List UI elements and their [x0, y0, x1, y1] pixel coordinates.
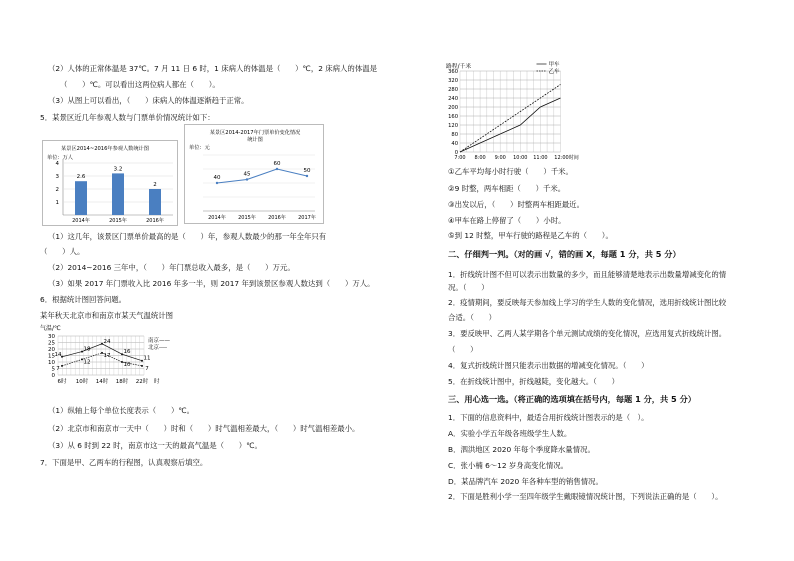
temp-chart-x-tick: 14时 — [95, 379, 109, 385]
judge-3b: （ ） — [448, 345, 478, 354]
temp-chart-point-label: 7 — [56, 365, 60, 372]
temp-chart-point-label: 24 — [103, 338, 111, 345]
temp-chart-point-label: 16 — [123, 349, 131, 356]
q5-s3: （3）如果 2017 年门票收入比 2016 年多一半，则 2017 年到该景区参观人数达到（ ）万人。 — [48, 279, 375, 288]
temp-chart-y-tick: 10 — [48, 360, 55, 366]
distance-chart-y-tick: 160 — [448, 114, 458, 120]
distance-chart-x-tick: 12:00时间 — [554, 155, 579, 161]
price-chart-value-label: 45 — [243, 171, 251, 178]
q2-line2: （ ）℃。可以看出这两位病人都在（ ）。 — [60, 80, 220, 89]
distance-chart-y-tick: 280 — [448, 87, 458, 93]
choice-1d: D．某品牌汽车 2020 年各种车型的销售情况。 — [448, 477, 603, 486]
bar-chart-x-tick: 2014年 — [72, 218, 90, 224]
price-line-chart — [185, 125, 323, 223]
section-2-heading: 二、仔细判一判。（对的画 √，错的画 X，每题 1 分，共 5 分） — [448, 249, 681, 259]
temp-chart-point — [141, 365, 143, 367]
distance-chart-legend-label: 甲车 — [548, 62, 560, 68]
q5-intro: 5．某景区近几年参观人数与门票单价情况统计如下： — [40, 113, 215, 122]
price-chart-value-label: 50 — [303, 168, 311, 174]
judge-5: 5．在折线统计图中，折线越陡，变化越大。（ ） — [448, 377, 619, 386]
temp-chart-x-tick: 22时 — [135, 379, 149, 385]
choice-1a: A．实验小学五年级各班级学生人数。 — [448, 429, 572, 438]
visitors-bar-chart — [43, 141, 177, 225]
section-3-heading: 三、用心选一选。（将正确的选项填在括号内，每题 1 分，共 5 分） — [448, 394, 696, 404]
r5-text: ⑤到 12 时整，甲车行驶的路程是乙车的（ ）。 — [448, 231, 613, 240]
choice-2: 2．下面是胜利小学一至四年级学生戴眼镜情况统计图，下列说法正确的是（ ）。 — [448, 492, 723, 501]
distance-chart-y-tick: 360 — [448, 69, 458, 75]
q2-line1: （2）人体的正常体温是 37℃。7 月 11 日 6 时，1 床病人的体温是（ ）℃，2 床病人的体温是 — [48, 64, 377, 73]
distance-chart-x-tick: 8:00 — [474, 155, 486, 161]
distance-chart-y-tick: 0 — [454, 150, 458, 156]
distance-line-chart — [440, 60, 580, 164]
temp-chart-x-tick: 6时 — [57, 379, 67, 385]
judge-4: 4．复式折线统计图只能表示出数据的增减变化情况。（ ） — [448, 361, 649, 370]
choice-1c: C．张小楠 6～12 岁身高变化情况。 — [448, 461, 569, 470]
distance-chart-y-tick: 320 — [448, 78, 458, 84]
q6-s2: （2）北京市和南京市一天中（ ）时和（ ）时气温相差最大，（ ）时气温相差最小。 — [48, 424, 360, 433]
temp-chart-y-tick: 25 — [48, 340, 55, 347]
price-chart-point — [246, 178, 248, 180]
distance-chart-x-tick: 9:00 — [494, 155, 506, 161]
q5-s1: （1）这几年，该景区门票单价最高的是（ ）年，参观人数最少的那一年全年只有 — [48, 232, 327, 241]
temp-chart-y-tick: 5 — [51, 366, 55, 373]
q6-title: 某年秋天北京市和南京市某天气温统计图 — [40, 311, 174, 320]
price-chart-x-tick: 2016年 — [268, 215, 286, 221]
distance-chart-x-tick: 7:00 — [454, 155, 466, 161]
temp-chart-y-tick: 15 — [48, 353, 55, 360]
bar-chart-y-tick: 2 — [55, 187, 59, 193]
temp-chart-y-tick: 30 — [48, 334, 55, 340]
temp-chart-point-label: 10 — [123, 362, 131, 368]
q7-intro: 7．下面是甲、乙两车的行程图，认真观察后填空。 — [40, 458, 208, 467]
bar-chart-x-tick: 2016年 — [146, 218, 164, 224]
judge-1: 1．折线统计图不但可以表示出数量的多少，而且能够清楚地表示出数量增减变化的情 — [448, 270, 727, 279]
price-chart-point — [276, 168, 278, 170]
temp-chart-x-tick: 18时 — [115, 379, 129, 385]
distance-chart-y-tick: 120 — [448, 123, 458, 129]
temperature-line-chart — [40, 324, 200, 386]
r4-text: ④甲车在路上停留了（ ）小时。 — [448, 216, 566, 225]
bar-chart-value-label: 2 — [153, 182, 157, 188]
temp-chart-x-tick: 10时 — [75, 379, 89, 385]
judge-2b: 合适。（ ） — [448, 313, 497, 322]
temp-chart-point-label: 12 — [83, 359, 91, 366]
price-chart-x-tick: 2017年 — [298, 215, 316, 221]
bar-chart-title: 某景区2014~2016年参观人数统计图 — [61, 146, 149, 152]
distance-chart-y-tick: 80 — [451, 132, 458, 138]
bar-chart-value-label: 3.2 — [113, 166, 123, 173]
price-chart-line — [217, 169, 307, 183]
distance-chart-y-tick: 200 — [448, 105, 458, 111]
judge-1b: 况。（ ） — [448, 283, 489, 292]
temp-chart-ylabel: 气温/℃ — [40, 325, 61, 332]
bar-chart-x-tick: 2015年 — [109, 218, 127, 224]
price-line-chart-frame — [184, 124, 324, 224]
temp-chart-y-tick: 0 — [51, 373, 55, 379]
bar-chart-y-tick: 3 — [55, 174, 59, 180]
distance-chart-line-yi — [460, 85, 561, 153]
temp-chart-y-tick: 20 — [48, 347, 55, 353]
temp-chart-xlabel: 时 — [154, 379, 160, 385]
temp-chart-point-label: 11 — [143, 355, 151, 362]
price-chart-title-cont: 统计图 — [247, 137, 263, 143]
bar-chart-bar — [112, 173, 124, 215]
q5-s1b: （ ）人。 — [40, 247, 85, 256]
bar-chart-bar — [149, 189, 161, 215]
price-chart-x-tick: 2014年 — [208, 215, 226, 221]
temp-chart-point-label: 17 — [103, 352, 111, 359]
distance-chart-x-tick: 10:00 — [513, 155, 528, 161]
price-chart-point — [216, 182, 218, 184]
q5-s2: （2）2014~2016 三年中，（ ）年门票总收入最多，是（ ）万元。 — [48, 263, 295, 272]
bar-chart-ylabel: 单位：万人 — [47, 155, 73, 161]
q6-intro: 6．根据统计图回答问题。 — [40, 295, 127, 304]
bar-chart-y-tick: 1 — [55, 200, 59, 206]
temp-chart-point-label: 14 — [54, 351, 62, 358]
temp-chart-point-label: 7 — [145, 365, 149, 372]
q6-s1: （1）纵轴上每个单位长度表示（ ）℃。 — [48, 406, 195, 415]
q6-s3: （3）从 6 时到 22 时，南京市这一天的最高气温是（ ）℃。 — [48, 441, 262, 450]
distance-chart-ylabel: 路程/千米 — [446, 64, 472, 70]
distance-chart-y-tick: 240 — [448, 96, 458, 102]
temp-chart-point — [61, 365, 63, 367]
price-chart-x-tick: 2015年 — [238, 215, 256, 221]
price-chart-title: 某景区2014-2017年门票单价变化情况 — [209, 130, 301, 136]
r1-text: ①乙车平均每小时行驶（ ）千米。 — [448, 167, 573, 176]
distance-chart-x-tick: 11:00 — [533, 155, 548, 161]
r3-text: ③出发以后，（ ）时整两车相距最近。 — [448, 200, 584, 209]
price-chart-point — [306, 175, 308, 177]
visitors-bar-chart-frame — [42, 140, 178, 226]
temp-chart-legend-item: 南京—— — [148, 338, 171, 344]
temp-chart-legend-item: 北京---- — [148, 345, 167, 351]
choice-1b: B．泗洪地区 2020 年每个季度降水量情况。 — [448, 445, 595, 454]
price-chart-ylabel: 单位：元 — [189, 145, 210, 151]
judge-3: 3．要反映甲、乙两人某学期各个单元测试成绩的变化情况，应选用复式折线统计图。 — [448, 329, 727, 338]
distance-chart-legend-label: 乙车 — [548, 69, 560, 75]
temp-chart-point-label: 18 — [83, 346, 91, 353]
bar-chart-value-label: 2.6 — [76, 174, 86, 181]
bar-chart-bar — [75, 181, 87, 215]
q3-text: （3）从图上可以看出，（ ）床病人的体温逐渐趋于正常。 — [48, 96, 249, 105]
price-chart-value-label: 40 — [213, 175, 221, 181]
choice-1: 1．下面的信息资料中，最适合用折线统计图表示的是（ ）。 — [448, 413, 649, 422]
price-chart-value-label: 60 — [273, 161, 281, 167]
bar-chart-y-tick: 4 — [55, 161, 59, 167]
judge-2: 2．疫情期间，要反映每天参加线上学习的学生人数的变化情况，选用折线统计图比较 — [448, 298, 727, 307]
r2-text: ②9 时整，两车相距（ ）千米。 — [448, 184, 566, 193]
distance-chart-y-tick: 40 — [451, 141, 458, 147]
